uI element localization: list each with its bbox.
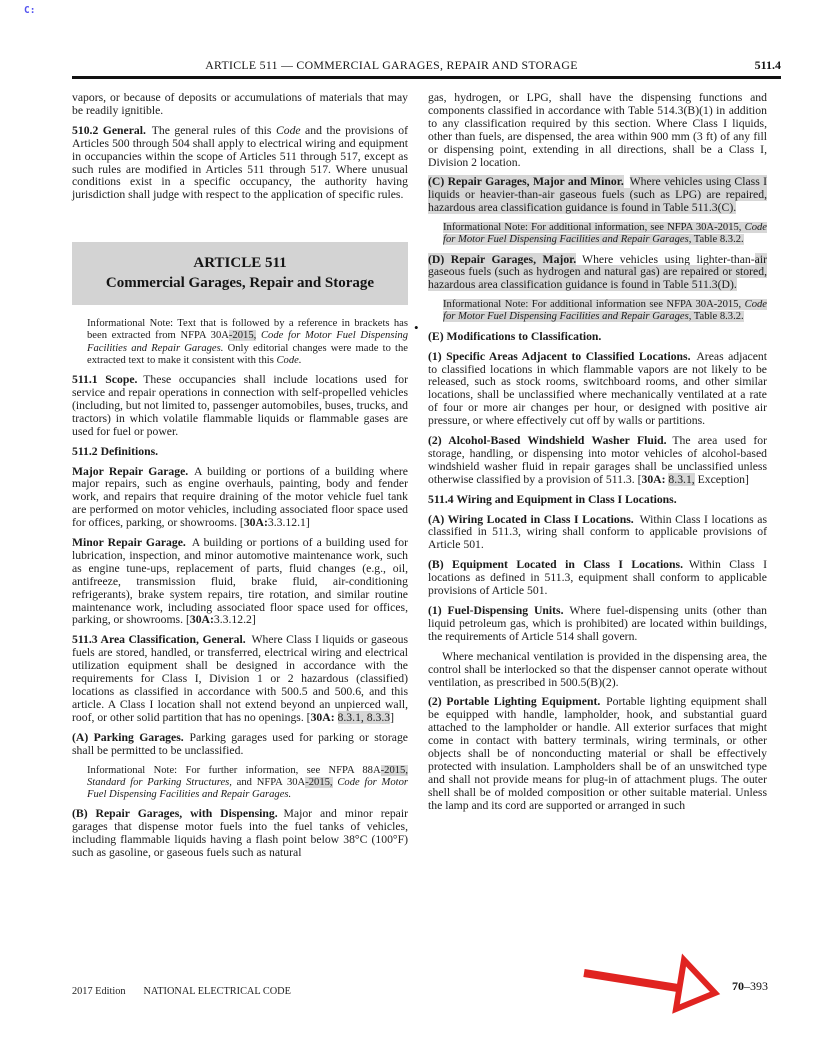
para-511-4-b-2	[428, 696, 767, 812]
text-run: vapors, or because of deposits or accumulations of materials that may be readily ignitible.	[72, 91, 408, 117]
running-head-section-number: 511.4	[754, 58, 781, 72]
para-511-3-a	[72, 732, 408, 758]
text-run: (1) Specific Areas Adjacent to Classified Locations.	[428, 349, 691, 363]
para-511-2	[72, 446, 408, 459]
change-bullet-icon: •	[414, 319, 419, 335]
text-run: Exception]	[694, 472, 749, 486]
text-run: These occupancies shall include locations used for service and repair operations in connection with self-propelled vehicles (including, but not limited to, passenger automobiles, buses, trucks, and tractors) in which volatile flammable liquids or flammable gases are used for fuel or power.	[72, 373, 408, 438]
text-run: 511.1 Scope.	[72, 373, 138, 387]
text-run: Informational Note: Text that is followed by a reference in brackets has been extracted from NFPA 30A	[87, 318, 408, 342]
text-run: Code for Motor Fuel Dispensing Facilities and Repair Garages,	[443, 299, 767, 323]
para-511-3-c	[428, 176, 767, 215]
para-511-3-d	[428, 254, 767, 293]
text-run: Informational Note: For further information, see NFPA 88A	[87, 764, 381, 776]
para-511-4	[428, 494, 767, 507]
text-run: 30A:	[243, 516, 268, 530]
text-run: Informational Note: For additional information, see NFPA 30A-2015,	[443, 222, 745, 234]
text-run: and NFPA 30A	[231, 776, 306, 788]
text-run: Where mechanical ventilation is provided in the dispensing area, the control shall be interlocked so that the dispenser cannot operate without ventilation, as prescribed in 500.5(B)(2).	[428, 649, 767, 689]
text-run: 511.3 Area Classification, General.	[72, 633, 246, 647]
note-511-3-d	[443, 299, 767, 323]
page-number-rest: –393	[744, 979, 768, 993]
text-run: (B) Equipment Located in Class I Locations.	[428, 558, 684, 572]
text-run: (1) Fuel-Dispensing Units.	[428, 604, 564, 617]
text-run: (B) Repair Garages, with Dispensing.	[72, 807, 278, 821]
para-510-2	[72, 125, 408, 202]
text-run: Minor Repair Garage.	[72, 536, 186, 550]
text-run: 510.2 General.	[72, 123, 146, 137]
text-run: Code for Motor Fuel Dispensing Facilities and Repair Garages.	[87, 776, 408, 800]
text-run: (D) Repair Garages, Major.	[428, 252, 577, 266]
text-run: Where vehicles using Class I liquids or heavier-than-air gaseous fuels (such as LPG) are repaired, hazardous area classification guidance is found in Table 511.3(C).	[428, 175, 767, 215]
text-run: A building or portions of a building used for lubrication, inspection, and minor automotive maintenance work, such as engine tune-ups, replacement of parts, fluid changes (e.g., oil, antifreeze, transmission fluid, brake fluid, air-conditioning refrigerants), brake system repairs, tire rotation, and similar routine maintenance work, including associated floor space used for offices, parking, or showrooms. [	[72, 536, 408, 627]
text-run: (A) Parking Garages.	[72, 730, 184, 744]
text-run: 8.3.1,	[668, 472, 695, 486]
text-run: Major Repair Garage.	[72, 464, 189, 478]
text-run: 511.4 Wiring and Equipment in Class I Locations.	[428, 492, 677, 506]
para-continuation-gas	[428, 92, 767, 169]
text-run: 3.3.12.1]	[267, 516, 310, 530]
text-run: (E) Modifications to Classification.	[428, 329, 602, 343]
para-511-3-e-1	[428, 351, 767, 428]
article-box-line1: ARTICLE 511	[193, 255, 287, 272]
running-head-title: ARTICLE 511 — COMMERCIAL GARAGES, REPAIR AND STORAGE	[205, 58, 578, 72]
text-run: Major and minor repair garages that dispense motor fuels into the fuel tanks of vehicles, including flammable liquids having a flash point below 38°C (100°F) such as gasoline, or gaseous fuels such as natural	[72, 807, 408, 859]
text-run: Where fuel-dispensing units (other than liquid petroleum gas, which is prohibited) are located within buildings, the requirements of Article 514 shall govern.	[428, 604, 767, 643]
footer-code-title: NATIONAL ELECTRICAL CODE	[143, 986, 291, 997]
text-run: Parking garages used for parking or storage shall be permitted to be unclassified.	[72, 730, 408, 757]
text-run: The area used for storage, handling, or dispensing into motor vehicles of alcohol-based windshield washer fluid in repair garages shall be unclassified unless otherwise classified by a provision of 511.3. [	[428, 434, 767, 486]
text-run: Standard for Parking Structures,	[87, 776, 232, 788]
footer-edition: 2017 Edition	[72, 986, 126, 997]
note-511-3-c	[443, 222, 767, 246]
para-511-3-b	[72, 808, 408, 860]
text-run: Code	[275, 123, 301, 137]
footer-imprint	[72, 986, 291, 997]
text-run: Where Class I liquids or gaseous fuels are stored, handled, or transferred, electrical wiring and electrical utilization equipment shall be designed in accordance with the requirements for Class I, Division 1 or 2 hazardous (classified) locations as classified in accordance with 500.5 and 500.6, and this article. A Class I location shall not extend beyond an unpierced wall, roof, or other solid partition that has no openings. [	[72, 633, 409, 724]
text-run: -2015,	[380, 764, 408, 776]
para-511-3	[72, 634, 408, 724]
text-run: A building or portions of a building where major repairs, such as engine overhauls, painting, body and fender work, and repairs that require draining of the motor vehicle fuel tank are performed on motor vehicles, including associated floor space used for offices, parking, or showrooms. [	[72, 464, 408, 530]
article-box-line2: Commercial Garages, Repair and Storage	[105, 275, 375, 292]
left-column	[72, 92, 408, 867]
para-major-repair-garage	[72, 466, 408, 531]
text-run: 30A:	[641, 472, 666, 486]
para-where-mechanical	[428, 651, 767, 690]
text-run: Code for Motor Fuel Dispensing Facilities and Repair Garages,	[443, 222, 767, 246]
text-run: Areas adjacent to classified locations in which flammable vapors are not likely to be released, such as stock rooms, switchboard rooms, and other similar locations, shall be unclassified where mechanically ventilated at a rate of four or more air changes per hour, or designed with positive air pressure, or where effectively cut off by walls or partitions.	[428, 349, 767, 428]
text-run	[624, 175, 630, 188]
text-run: Code for Motor Fuel Dispensing Facilities and Repair Garages.	[87, 330, 408, 354]
text-run: Portable lighting equipment shall be equipped with handle, lampholder, hook, and substantial guard attached to the lampholder or handle. All exterior surfaces that might come in contact with battery terminals, wiring terminals, or other objects shall be of nonconducting material or shall be effectively protected with insulation. Lampholders shall be of an unswitched type and shall not provide means for plug-in of attachment plugs. The outer shell shall be of molded composition or other suitable material. Unless the lamp and its cord are supported or arranged in such	[428, 695, 767, 812]
text-run: (C) Repair Garages, Major and Minor.	[428, 175, 624, 189]
text-run: 30A:	[310, 710, 335, 724]
red-arrow-annotation	[572, 948, 732, 1018]
text-run: The general rules of this	[145, 123, 276, 137]
text-run: 30A:	[189, 613, 214, 627]
right-column	[414, 91, 767, 820]
text-run: ]	[390, 710, 395, 724]
corner-path-label: C:	[24, 5, 36, 16]
text-run: air gaseous fuels (such as hydrogen and natural gas) are repaired or stored, hazardous area classification guidance is found in Table 511.3(D).	[428, 252, 767, 292]
page-number-volume: 70	[732, 979, 744, 993]
para-511-4-a	[428, 514, 767, 553]
text-run: Where vehicles using lighter-than-	[576, 252, 755, 266]
note-article-511	[87, 318, 408, 367]
page-header	[72, 58, 781, 74]
header-rule	[72, 76, 781, 79]
text-run: gas, hydrogen, or LPG, shall have the dispensing functions and components classified in accordance with Table 514.3(B)(1) in addition to any classification required by this section. Where Class I liquids, other than fuels, are dispensed, the area within 900 mm (3 ft) of any fill or dispensing point, extending in all directions, shall be a Class I, Division 2 location.	[428, 91, 767, 169]
text-run: Within Class I locations as classified in 511.3, wiring shall conform to applicable provisions of Article 501.	[428, 512, 767, 552]
text-run: 3.3.12.2]	[213, 613, 256, 627]
text-run: Table 8.3.2.	[691, 234, 744, 246]
text-run: 511.2 Definitions.	[72, 444, 159, 458]
text-run: (A) Wiring Located in Class I Locations.	[428, 512, 634, 526]
text-run: -2015,	[305, 776, 333, 788]
text-run: (2) Portable Lighting Equipment.	[428, 695, 601, 709]
para-continuation-vapors	[72, 92, 408, 118]
text-run: Informational Note: For additional information see NFPA 30A-2015,	[443, 299, 745, 311]
red-arrow-icon	[572, 948, 732, 1018]
para-511-3-e-2	[428, 435, 767, 487]
para-511-4-b-1	[428, 605, 767, 644]
text-run: -2015,	[228, 330, 257, 342]
text-run: Code.	[276, 354, 302, 366]
para-511-1	[72, 374, 408, 439]
text-run: Only editorial changes were made to the extracted text to make it consistent with this	[87, 342, 408, 366]
text-run: and the provisions of Articles 500 through 504 shall apply to electrical wiring and equipment in occupancies within the scope of Articles 511 through 517, except as such rules are modified in Articles 511 through 517. Where unusual conditions exist in a specific occupancy, the authority having jurisdiction shall judge with respect to the application of specific rules.	[72, 123, 409, 202]
para-511-3-e	[414, 319, 767, 344]
para-511-4-b	[428, 559, 767, 598]
note-parking-garages	[87, 765, 408, 802]
text-run: (2) Alcohol-Based Windshield Washer Fluid.	[428, 434, 667, 448]
para-minor-repair-garage	[72, 537, 408, 627]
text-run: 8.3.1, 8.3.3	[337, 710, 391, 724]
article-511-box	[72, 242, 408, 305]
text-run: Table 8.3.2.	[691, 311, 744, 323]
text-run: Within Class I locations as defined in 511.3, equipment shall conform to applicable provisions of Article 501.	[428, 558, 767, 598]
